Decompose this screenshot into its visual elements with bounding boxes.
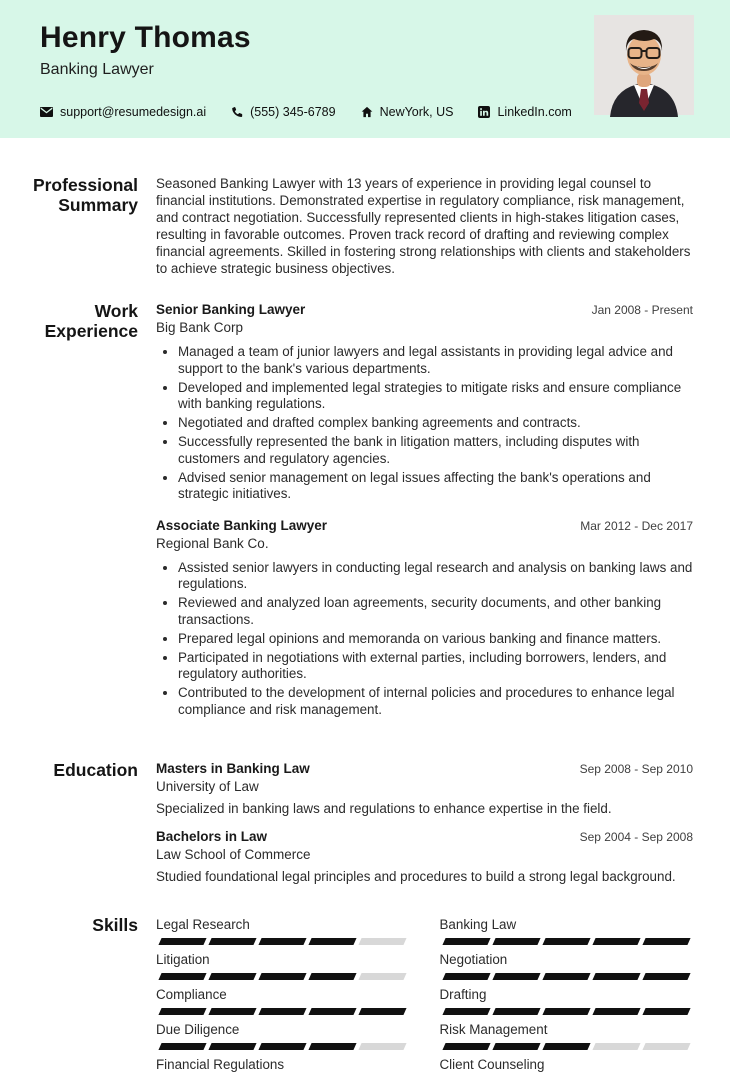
summary-text: Seasoned Banking Lawyer with 13 years of experience in providing legal counsel to financial institutions. Demonstrated expertise in regulatory compliance, risk management, and contract negotiation. Successfully represented clients in high-stakes litigation cases, resulting in favorable outcomes. Proven track record of drafting and reviewing complex financial agreements. Skilled in fostering strong relationships with clients and stakeholders to achieve strategic business objectives. [156,176,691,276]
profile-photo [594,15,694,115]
job-bullet: • Managed a team of junior lawyers and legal assistants in providing legal advice and support to the bank's various departments. [178,344,693,377]
resume-body [0,138,730,1079]
job-bullet-list [156,560,693,719]
skill-name: Drafting [439,986,487,1002]
skill-rating-segment [359,1043,407,1050]
job-dates: Mar 2012 - Dec 2017 [580,518,693,533]
job-company: Big Bank Corp [156,320,244,336]
skill-rating-segment [209,1043,257,1050]
degree-description: Specialized in banking laws and regulations to enhance expertise in the field. [156,800,612,816]
skill-rating-segment [259,973,307,980]
skill-item [440,1056,694,1073]
degree-title: Masters in Banking Law [156,760,310,776]
skill-rating-segment [309,1008,357,1015]
job-entry-header [156,302,693,317]
section-education [0,761,693,886]
education-entry [156,829,693,886]
job-bullet: • Negotiated and drafted complex banking agreements and contracts. [178,415,693,432]
skill-rating-segment [592,1008,640,1015]
contact-text: (555) 345-6789 [250,105,336,119]
skill-rating-segment [542,938,590,945]
email-icon [40,107,53,117]
job-bullet: • Participated in negotiations with external parties, including borrowers, lenders, and regulatory authorities. [178,650,693,683]
skill-rating-segment [442,938,490,945]
contact-home[interactable] [361,105,454,119]
job-bullet: • Developed and implemented legal strategies to mitigate risks and ensure compliance with banking regulations. [178,380,693,413]
skill-name: Financial Regulations [156,1056,285,1072]
skills-column [156,916,410,1079]
skill-item [156,951,410,980]
phone-icon [231,106,243,118]
skill-rating-segment [359,973,407,980]
skills-column [440,916,694,1079]
education-entry [156,761,693,818]
skill-rating-segment [642,1008,690,1015]
skill-rating-segment [158,938,206,945]
job-entry-header [156,518,693,533]
skill-rating-segment [259,938,307,945]
job-entry [156,302,693,503]
job-dates: Jan 2008 - Present [591,303,693,318]
skill-item [156,916,410,945]
section-heading-experience: Work Experience [44,301,138,342]
job-title: Senior Banking Lawyer [156,302,306,318]
degree-title: Bachelors in Law [156,829,268,845]
skill-rating-segment [309,938,357,945]
skill-name: Litigation [156,951,210,967]
section-heading-education: Education [53,759,138,780]
skill-rating-segment [542,973,590,980]
person-title: Banking Lawyer [40,61,154,78]
job-bullet-list [156,344,693,503]
skill-rating-bar [156,938,410,945]
skill-name: Banking Law [439,916,517,932]
job-bullet: • Prepared legal opinions and memoranda on various banking and finance matters. [178,631,693,648]
linkedin-icon [478,106,490,118]
skill-name: Negotiation [439,951,508,967]
job-bullet: • Successfully represented the bank in litigation matters, including disputes with customers and regulatory agencies. [178,434,693,467]
job-bullet: • Assisted senior lawyers in conducting legal research and analysis on banking laws and regulations. [178,560,693,593]
skill-rating-segment [259,1043,307,1050]
skill-rating-segment [259,1008,307,1015]
skill-rating-segment [642,938,690,945]
skill-rating-segment [359,938,407,945]
skill-rating-segment [209,938,257,945]
skill-rating-segment [642,973,690,980]
skill-item [440,951,694,980]
skill-rating-segment [492,1008,540,1015]
skill-rating-segment [592,938,640,945]
resume-header [0,0,730,138]
section-summary [0,176,693,277]
section-skills [0,916,693,1079]
skill-item [156,986,410,1015]
skill-name: Due Diligence [156,1021,240,1037]
person-name: Henry Thomas [40,21,251,54]
contact-linkedin[interactable] [478,105,571,119]
skill-rating-bar [156,973,410,980]
contact-row [40,105,572,119]
contact-email[interactable] [40,105,206,119]
job-bullet: • Contributed to the development of internal policies and procedures to enhance legal compliance and risk management. [178,685,693,718]
degree-school: Law School of Commerce [156,847,311,863]
degree-description: Studied foundational legal principles and procedures to build a strong legal background. [156,869,676,885]
contact-text: support@resumedesign.ai [60,105,207,119]
skill-item [440,1021,694,1050]
skill-rating-segment [592,1043,640,1050]
avatar-illustration [594,15,694,115]
job-entry [156,518,693,719]
skill-name: Legal Research [156,916,250,932]
skill-rating-segment [309,1043,357,1050]
degree-school: University of Law [156,778,259,794]
skill-rating-bar [440,938,694,945]
skill-rating-segment [158,1008,206,1015]
skill-name: Client Counseling [439,1056,545,1072]
skill-rating-segment [492,1043,540,1050]
skill-item [156,1056,410,1073]
section-experience [0,302,693,721]
skill-rating-segment [209,973,257,980]
skill-rating-segment [592,973,640,980]
skill-rating-segment [209,1008,257,1015]
home-icon [361,106,373,118]
skill-rating-bar [440,1043,694,1050]
section-heading-summary: Professional Summary [32,175,138,215]
job-bullet: • Reviewed and analyzed loan agreements, security documents, and other banking transactions. [178,595,693,628]
skill-rating-segment [542,1008,590,1015]
skill-rating-segment [442,1043,490,1050]
skill-item [440,986,694,1015]
education-entry-header [156,761,693,776]
skill-rating-segment [309,973,357,980]
skill-rating-bar [440,1008,694,1015]
skill-rating-bar [156,1008,410,1015]
skill-item [440,916,694,945]
skill-rating-segment [158,973,206,980]
degree-dates: Sep 2008 - Sep 2010 [579,761,693,776]
education-entry-header [156,829,693,844]
skill-rating-segment [359,1008,407,1015]
skill-rating-segment [158,1043,206,1050]
job-company: Regional Bank Co. [156,535,269,551]
skill-name: Risk Management [439,1021,548,1037]
section-heading-skills: Skills [92,914,138,935]
contact-phone[interactable] [231,105,335,119]
skill-rating-segment [442,1008,490,1015]
skill-item [156,1021,410,1050]
skill-rating-segment [492,938,540,945]
skill-rating-segment [442,973,490,980]
skill-rating-segment [542,1043,590,1050]
skill-rating-bar [440,973,694,980]
job-bullet: • Advised senior management on legal issues affecting the bank's operations and strategic initiatives. [178,470,693,503]
job-title: Associate Banking Lawyer [156,517,328,533]
skill-rating-bar [156,1043,410,1050]
contact-text: LinkedIn.com [497,105,572,119]
contact-text: NewYork, US [379,105,454,119]
degree-dates: Sep 2004 - Sep 2008 [579,830,693,845]
skill-rating-segment [642,1043,690,1050]
skill-rating-segment [492,973,540,980]
skill-name: Compliance [156,986,227,1002]
